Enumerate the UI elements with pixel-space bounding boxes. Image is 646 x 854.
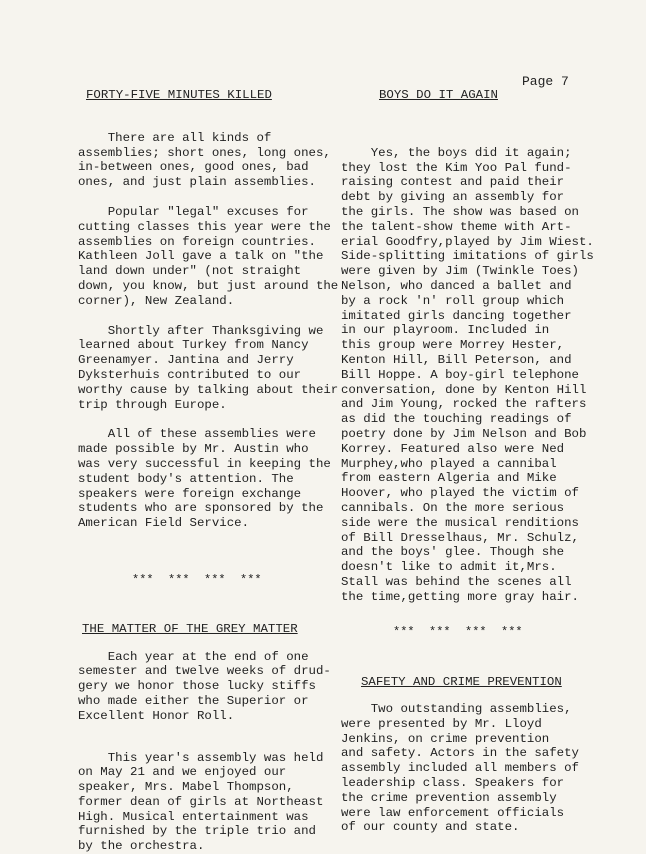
- article-paragraph: Two outstanding assemblies, were presented by Mr. Lloyd Jenkins, on crime prevention and safety. Actors in the safety assembly included all members of leadership class. Speakers for the crime prevention assembly were law enforcement officials of our county and state.: [341, 702, 601, 835]
- section-separator: *** *** *** ***: [393, 625, 601, 640]
- article-heading-forty-five-minutes: FORTY-FIVE MINUTES KILLED: [86, 88, 343, 103]
- article-paragraph: Shortly after Thanksgiving we learned about Turkey from Nancy Greenamyer. Jantina and Jerry Dyksterhuis contributed to our worthy cause by talking about their trip through Europe.: [78, 324, 343, 413]
- section-separator: *** *** *** ***: [132, 573, 343, 588]
- article-paragraph: All of these assemblies were made possible by Mr. Austin who was very successful in keeping the student body's attention. The speakers were foreign exchange students who are sponsored by the American Field Service.: [78, 427, 343, 531]
- article-paragraph: Popular "legal" excuses for cutting classes this year were the assemblies on foreign countries. Kathleen Joll gave a talk on "the land down under" (not straight down, you know, but just around the corner), New Zealand.: [78, 205, 343, 309]
- article-paragraph: This year's assembly was held on May 21 and we enjoyed our speaker, Mrs. Mabel Thompson, former dean of girls at Northeast High. Musical entertainment was furnished by the triple trio and by the orchestra.: [78, 751, 343, 854]
- right-column: [341, 88, 601, 835]
- page-number: Page 7: [522, 74, 569, 89]
- left-column: [78, 88, 343, 854]
- article-heading-grey-matter: THE MATTER OF THE GREY MATTER: [82, 622, 343, 637]
- article-paragraph: There are all kinds of assemblies; short ones, long ones, in-between ones, good ones, bad ones, and just plain assemblies.: [78, 131, 343, 190]
- article-paragraph: Each year at the end of one semester and twelve weeks of drud- gery we honor those lucky stiffs who made either the Superior or Excellent Honor Roll.: [78, 650, 343, 724]
- article-heading-boys-do-it-again: BOYS DO IT AGAIN: [379, 88, 601, 103]
- article-heading-safety-and-crime: SAFETY AND CRIME PREVENTION: [361, 675, 601, 690]
- article-paragraph: Yes, the boys did it again; they lost the Kim Yoo Pal fund- raising contest and paid their debt by giving an assembly for the girls. The show was based on the talent-show theme with Art- erial Goodfry,played by Jim Wiest. Side-splitting imitations of girls were given by Jim (Twinkle Toes) Nelson, who danced a ballet and by a rock 'n' roll group which imitated girls dancing together in our playroom. Included in this group were Morrey Hester, Kenton Hill, Bill Peterson, and Bill Hoppe. A boy-girl telephone conversation, done by Kenton Hill and Jim Young, rocked the rafters as did the touching readings of poetry done by Jim Nelson and Bob Korrey. Featured also were Ned Murphey,who played a cannibal from eastern Algeria and Mike Hoover, who played the victim of cannibals. On the more serious side were the musical renditions of Bill Dresselhaus, Mr. Schulz, and the boys' glee. Though she doesn't like to admit it,Mrs. Stall was behind the scenes all the time,getting more gray hair.: [341, 146, 601, 605]
